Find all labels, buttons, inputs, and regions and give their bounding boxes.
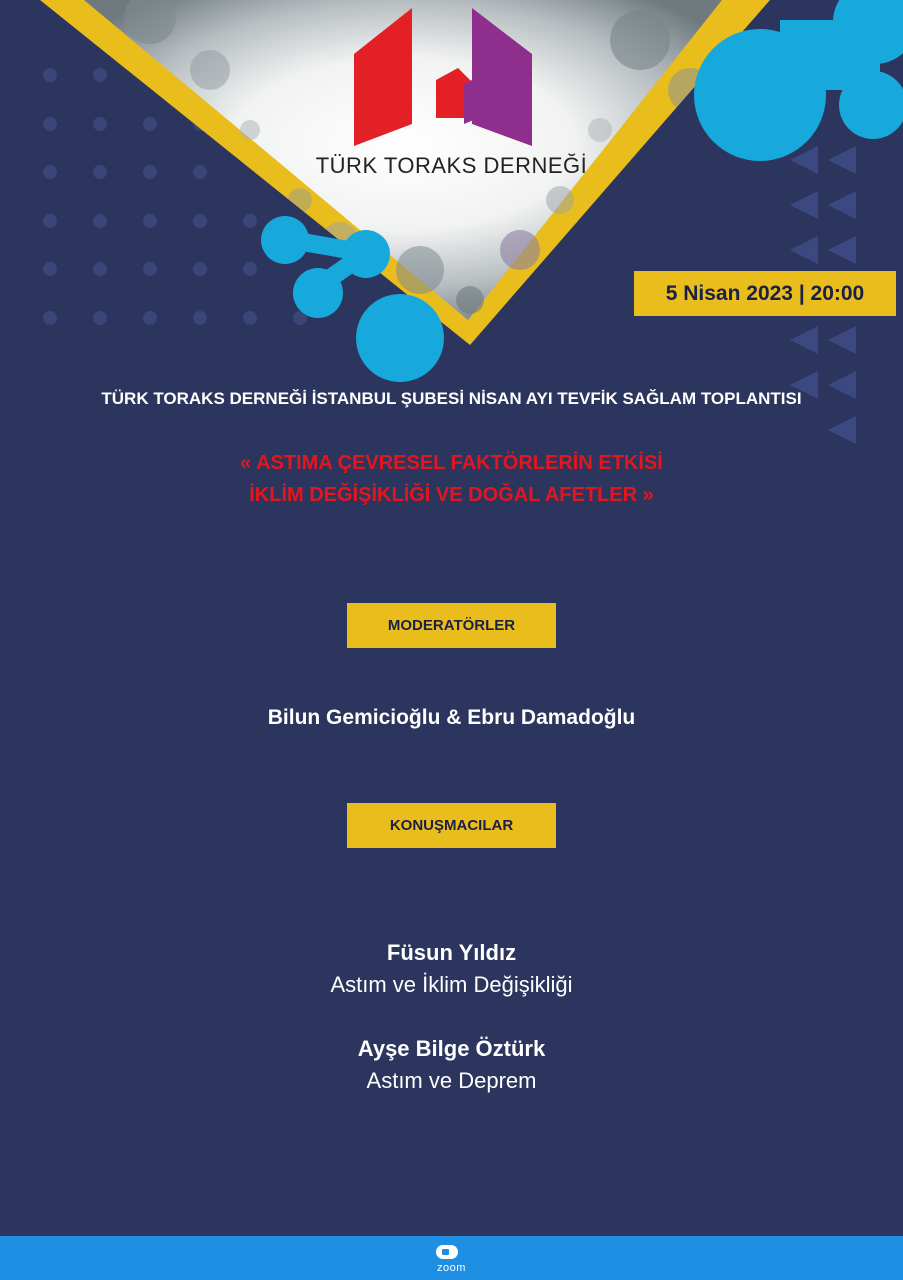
organization-name: TÜRK TORAKS DERNEĞİ (315, 153, 588, 178)
event-date-badge: 5 Nisan 2023 | 20:00 (634, 271, 896, 316)
speaker-topic: Astım ve İklim Değişikliği (330, 972, 573, 997)
topic-title-line1: « ASTIMA ÇEVRESEL FAKTÖRLERİN ETKİSİ (240, 452, 663, 474)
speaker-topic: Astım ve Deprem (366, 1068, 537, 1093)
moderators-names: Bilun Gemicioğlu & Ebru Damadoğlu (267, 706, 636, 729)
zoom-label: zoom (437, 1262, 466, 1274)
zoom-camera-icon (436, 1245, 458, 1259)
speakers-badge: KONUŞMACILAR (347, 803, 556, 848)
meeting-title: TÜRK TORAKS DERNEĞİ İSTANBUL ŞUBESİ NİSAN AYI TEVFİK SAĞLAM TOPLANTISI (101, 389, 802, 408)
topic-title-line2: İKLİM DEĞİŞİKLİĞİ VE DOĞAL AFETLER » (249, 484, 654, 506)
speaker-name: Ayşe Bilge Öztürk (357, 1036, 546, 1061)
moderators-badge: MODERATÖRLER (347, 603, 556, 648)
speaker-name: Füsun Yıldız (386, 940, 517, 965)
